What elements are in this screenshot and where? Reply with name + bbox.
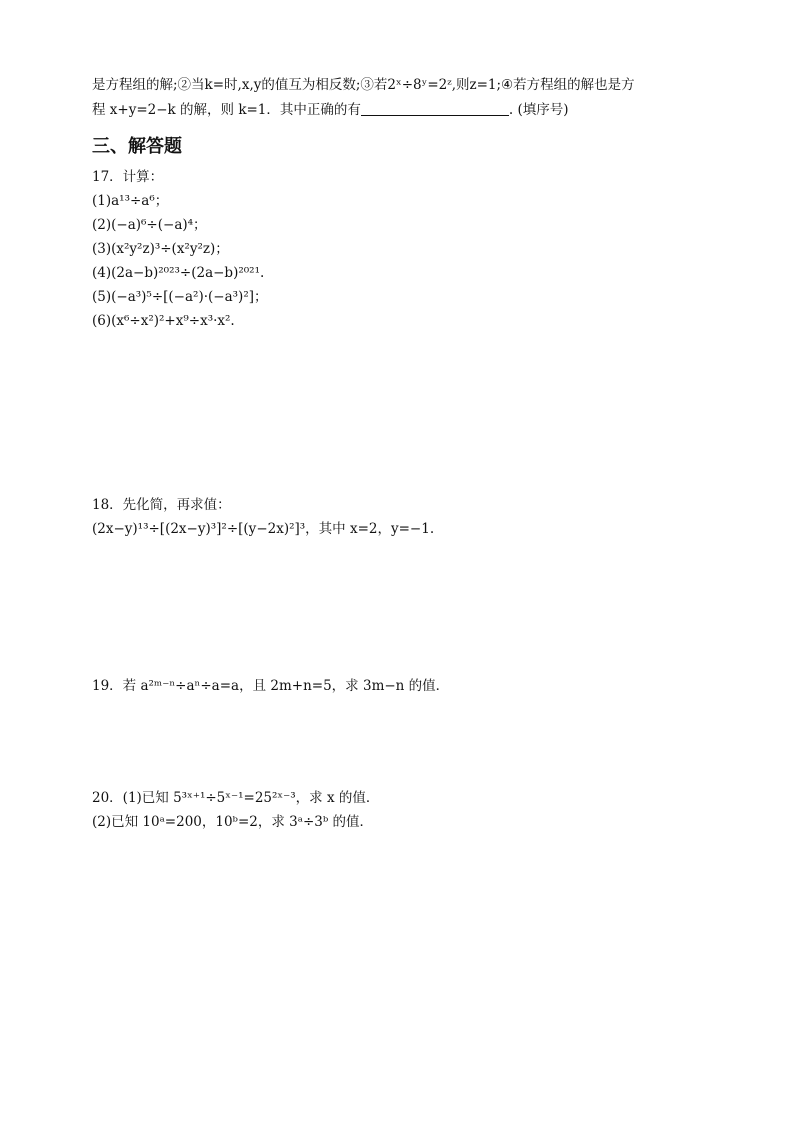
q17-item-4: (4)(2a−b)²⁰²³÷(2a−b)²⁰²¹.	[92, 265, 265, 281]
q16-tail-line1: 是方程组的解;②当k=时,x,y的值互为相反数;③若2ˣ÷8ʸ=2ᶻ,则z=1;④若方程组的解也是方	[92, 77, 635, 93]
q20-part1: 20．(1)已知 5³ˣ⁺¹÷5ˣ⁻¹=25²ˣ⁻³，求 x 的值．	[92, 790, 380, 806]
q19-text: 19．若 a²ᵐ⁻ⁿ÷aⁿ÷a=a，且 2m+n=5，求 3m−n 的值．	[92, 678, 450, 694]
q17-item-5: (5)(−a³)⁵÷[(−a²)·(−a³)²]；	[92, 289, 268, 305]
q16-tail-line2	[92, 101, 569, 119]
q16-tail-line2-text: 程 x+y=2−k 的解，则 k=1．其中正确的有	[92, 102, 361, 118]
q20-part2: (2)已知 10ᵃ=200，10ᵇ=2，求 3ᵃ÷3ᵇ 的值．	[92, 814, 374, 830]
q17-item-1: (1)a¹³÷a⁶；	[92, 193, 169, 209]
q17-item-6: (6)(x⁶÷x²)²+x⁹÷x³·x².	[92, 313, 235, 329]
answer-blank[interactable]	[361, 101, 509, 116]
q17-title: 17．计算：	[92, 169, 164, 185]
q17-item-3: (3)(x²y²z)³÷(x²y²z)；	[92, 241, 229, 257]
q16-tail-line2-suffix: . (填序号)	[508, 102, 569, 118]
q18-expression: (2x−y)¹³÷[(2x−y)³]²÷[(y−2x)²]³，其中 x=2，y=−1.	[92, 521, 435, 537]
q17-item-2: (2)(−a)⁶÷(−a)⁴；	[92, 217, 207, 233]
section-title-solutions: 三、解答题	[92, 136, 182, 157]
q18-title: 18．先化简，再求值：	[92, 497, 231, 513]
